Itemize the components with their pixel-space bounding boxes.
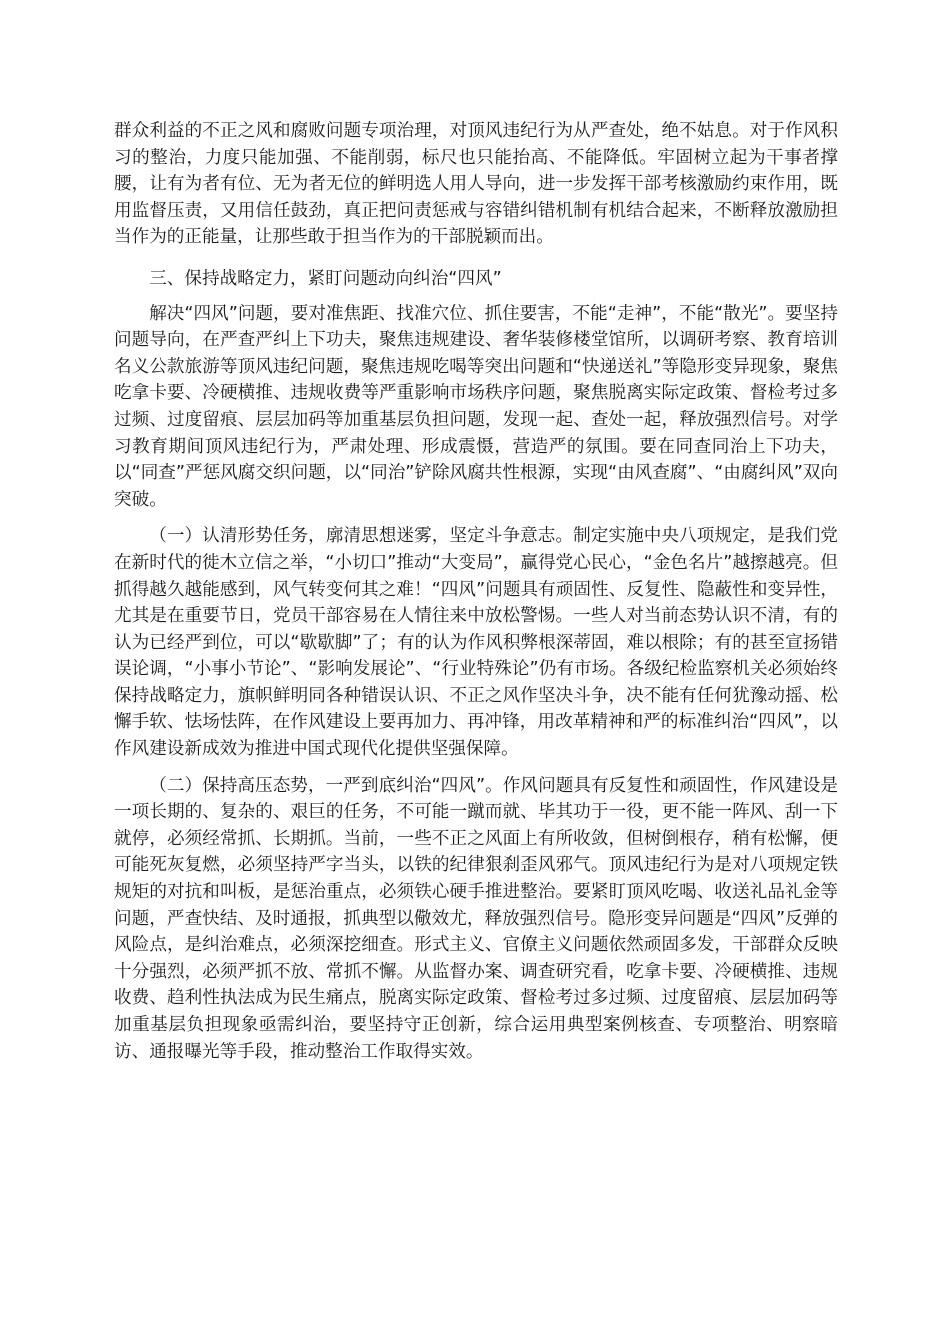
paragraph-subsection-one: （一）认清形势任务，廓清思想迷雾，坚定斗争意志。制定实施中央八项规定，是我们党在新时代的徙木立信之举，“小切口”推动“大变局”，赢得党心民心，“金色名片”越擦越亮。但抓得越久越能感到，风气转变何其之难！“四风”问题具有顽固性、反复性、隐蔽性和变异性，尤其是在重要节日，党员干部容易在人情往来中放松警惕。一些人对当前态势认识不清，有的认为已经严到位，可以“歇歇脚”了；有的认为作风积弊根深蒂固，难以根除；有的甚至宣扬错误论调，“小事小节论”、“影响发展论”、“行业特殊论”仍有市场。各级纪检监察机关必须始终保持战略定力，旗帜鲜明同各种错误认识、不正之风作坚决斗争，决不能有任何犹豫动摇、松懈手软、怯场怯阵，在作风建设上要再加力、再冲锋，用改革精神和严的标准纠治“四风”，以作风建设新成效为推进中国式现代化提供坚强保障。: [114, 526, 838, 760]
section-heading-three: 三、保持战略定力，紧盯问题动向纠治“四风”: [149, 268, 502, 289]
paragraph-subsection-two: （二）保持高压态势，一严到底纠治“四风”。作风问题具有反复性和顽固性，作风建设是一项长期的、复杂的、艰巨的任务，不可能一蹴而就、毕其功于一役，更不能一阵风、刮一下就停，必须经常抓、长期抓。当前，一些不正之风面上有所收敛，但树倒根存，稍有松懈，便可能死灰复燃，必须坚持严字当头，以铁的纪律狠刹歪风邪气。顶风违纪行为是对八项规定铁规矩的对抗和叫板，是惩治重点，必须铁心硬手推进整治。要紧盯顶风吃喝、收送礼品礼金等问题，严查快结、及时通报，抓典型以儆效尤，释放强烈信号。隐形变异问题是“四风”反弹的风险点，是纠治难点，必须深挖细查。形式主义、官僚主义问题依然顽固多发，干部群众反映十分强烈，必须严抓不放、常抓不懈。从监督办案、调查研究看，吃拿卡要、冷硬横推、违规收费、趋利性执法成为民生痛点，脱离实际定政策、督检考过多过频、过度留痕、层层加码等加重基层负担现象亟需纠治，要坚持守正创新，综合运用典型案例核查、专项整治、明察暗访、通报曝光等手段，推动整治工作取得实效。: [114, 775, 838, 1062]
document-body: [114, 118, 838, 1065]
paragraph-four-winds: 解决“四风”问题，要对准焦距、找准穴位、抓住要害，不能“走神”，不能“散光”。要坚持问题导向，在严查严纠上下功夫，聚焦违规建设、奢华装修楼堂馆所，以调研考察、教育培训名义公款旅游等顶风违纪问题，聚焦违规吃喝等突出问题和“快递送礼”等隐形变异现象，聚焦吃拿卡要、冷硬横推、违规收费等严重影响市场秩序问题，聚焦脱离实际定政策、督检考过多过频、过度留痕、层层加码等加重基层负担问题，发现一起、查处一起，释放强烈信号。对学习教育期间顶风违纪行为，严肃处理、形成震慑，营造严的氛围。要在同查同治上下功夫，以“同查”严惩风腐交织问题，以“同治”铲除风腐共性根源，实现“由风查腐”、“由腐纠风”双向突破。: [114, 303, 838, 510]
paragraph-continuation: 群众利益的不正之风和腐败问题专项治理，对顶风违纪行为从严查处，绝不姑息。对于作风积习的整治，力度只能加强、不能削弱，标尺也只能抬高、不能降低。牢固树立起为干事者撑腰，让有为者有位、无为者无位的鲜明选人用人导向，进一步发挥干部考核激励约束作用，既用监督压责，又用信任鼓劲，真正把问责惩戒与容错纠错机制有机结合起来，不断释放激励担当作为的正能量，让那些敢于担当作为的干部脱颖而出。: [114, 121, 838, 248]
